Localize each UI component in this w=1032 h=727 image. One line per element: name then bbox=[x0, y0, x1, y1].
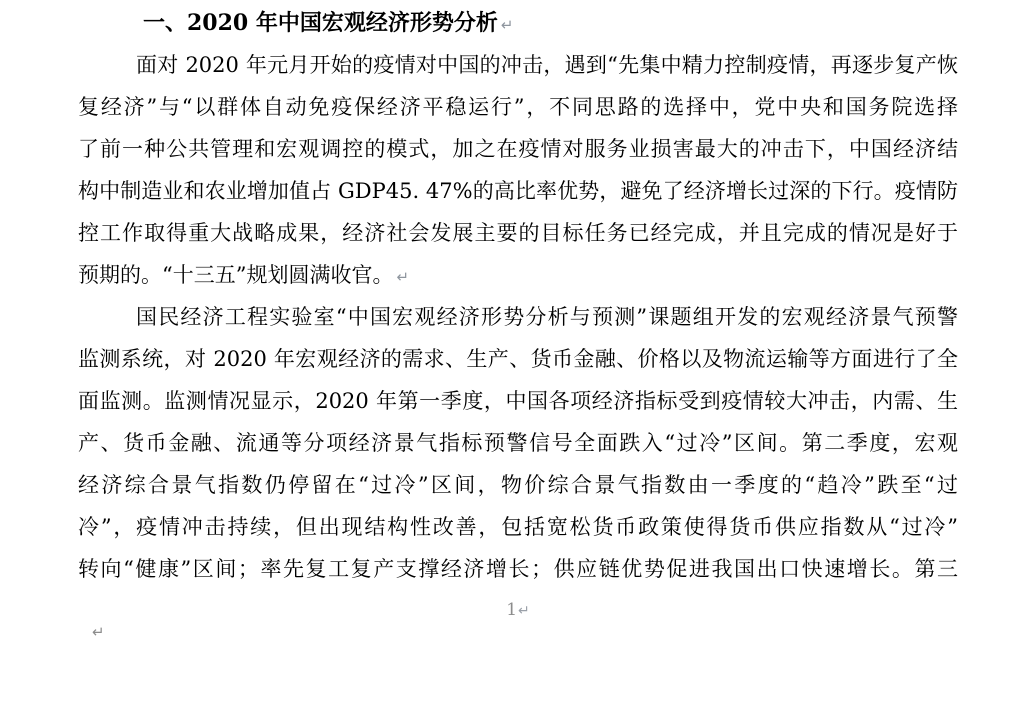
paragraph-line: 国民经济工程实验室“中国宏观经济形势分析与预测”课题组开发的宏观经济景气预警 bbox=[136, 305, 958, 329]
paragraph-line-text: 预期的。“十三五”规划圆满收官。 bbox=[78, 263, 394, 287]
paragraph-line bbox=[78, 254, 958, 296]
paragraph-return-icon: ↵ bbox=[396, 268, 410, 286]
section-heading bbox=[78, 2, 958, 44]
paragraph-line: 经济综合景气指数仍停留在“过冷”区间，物价综合景气指数由一季度的“趋冷”跌至“过 bbox=[78, 473, 958, 497]
paragraph-return-icon: ↵ bbox=[500, 16, 514, 34]
paragraph-line: 构中制造业和农业增加值占 GDP45. 47%的高比率优势，避免了经济增长过深的下行。疫情防 bbox=[78, 179, 958, 203]
paragraph-line: 控工作取得重大战略成果，经济社会发展主要的目标任务已经完成，并且完成的情况是好于 bbox=[78, 221, 958, 245]
paragraph-line: 了前一种公共管理和宏观调控的模式，加之在疫情对服务业损害最大的冲击下，中国经济结 bbox=[78, 137, 958, 161]
paragraph-return-icon: ↵ bbox=[92, 623, 105, 641]
paragraph-line: 监测系统，对 2020 年宏观经济的需求、生产、货币金融、价格以及物流运输等方面进行了全 bbox=[78, 347, 958, 371]
paragraph-line: 面监测。监测情况显示，2020 年第一季度，中国各项经济指标受到疫情较大冲击，内需、生 bbox=[78, 389, 958, 413]
paragraph-line: 产、货币金融、流通等分项经济景气指标预警信号全面跌入“过冷”区间。第二季度，宏观 bbox=[78, 431, 958, 455]
paragraph-line: 复经济”与“以群体自动免疫保经济平稳运行”，不同思路的选择中，党中央和国务院选择 bbox=[78, 95, 958, 119]
paragraph-return-icon: ↵ bbox=[518, 603, 530, 619]
paragraph-line: 转向“健康”区间；率先复工复产支撑经济增长；供应链优势促进我国出口快速增长。第三 bbox=[78, 557, 958, 581]
section-heading-text: 一、2020 年中国宏观经济形势分析 bbox=[143, 10, 498, 36]
page-number bbox=[78, 598, 958, 622]
document-body bbox=[78, 2, 958, 590]
page-number-text: 1 bbox=[506, 600, 518, 620]
paragraph-line: 面对 2020 年元月开始的疫情对中国的冲击，遇到“先集中精力控制疫情，再逐步复产恢 bbox=[136, 53, 958, 77]
paragraph-line: 冷”，疫情冲击持续，但出现结构性改善，包括宽松货币政策使得货币供应指数从“过冷” bbox=[78, 515, 958, 539]
